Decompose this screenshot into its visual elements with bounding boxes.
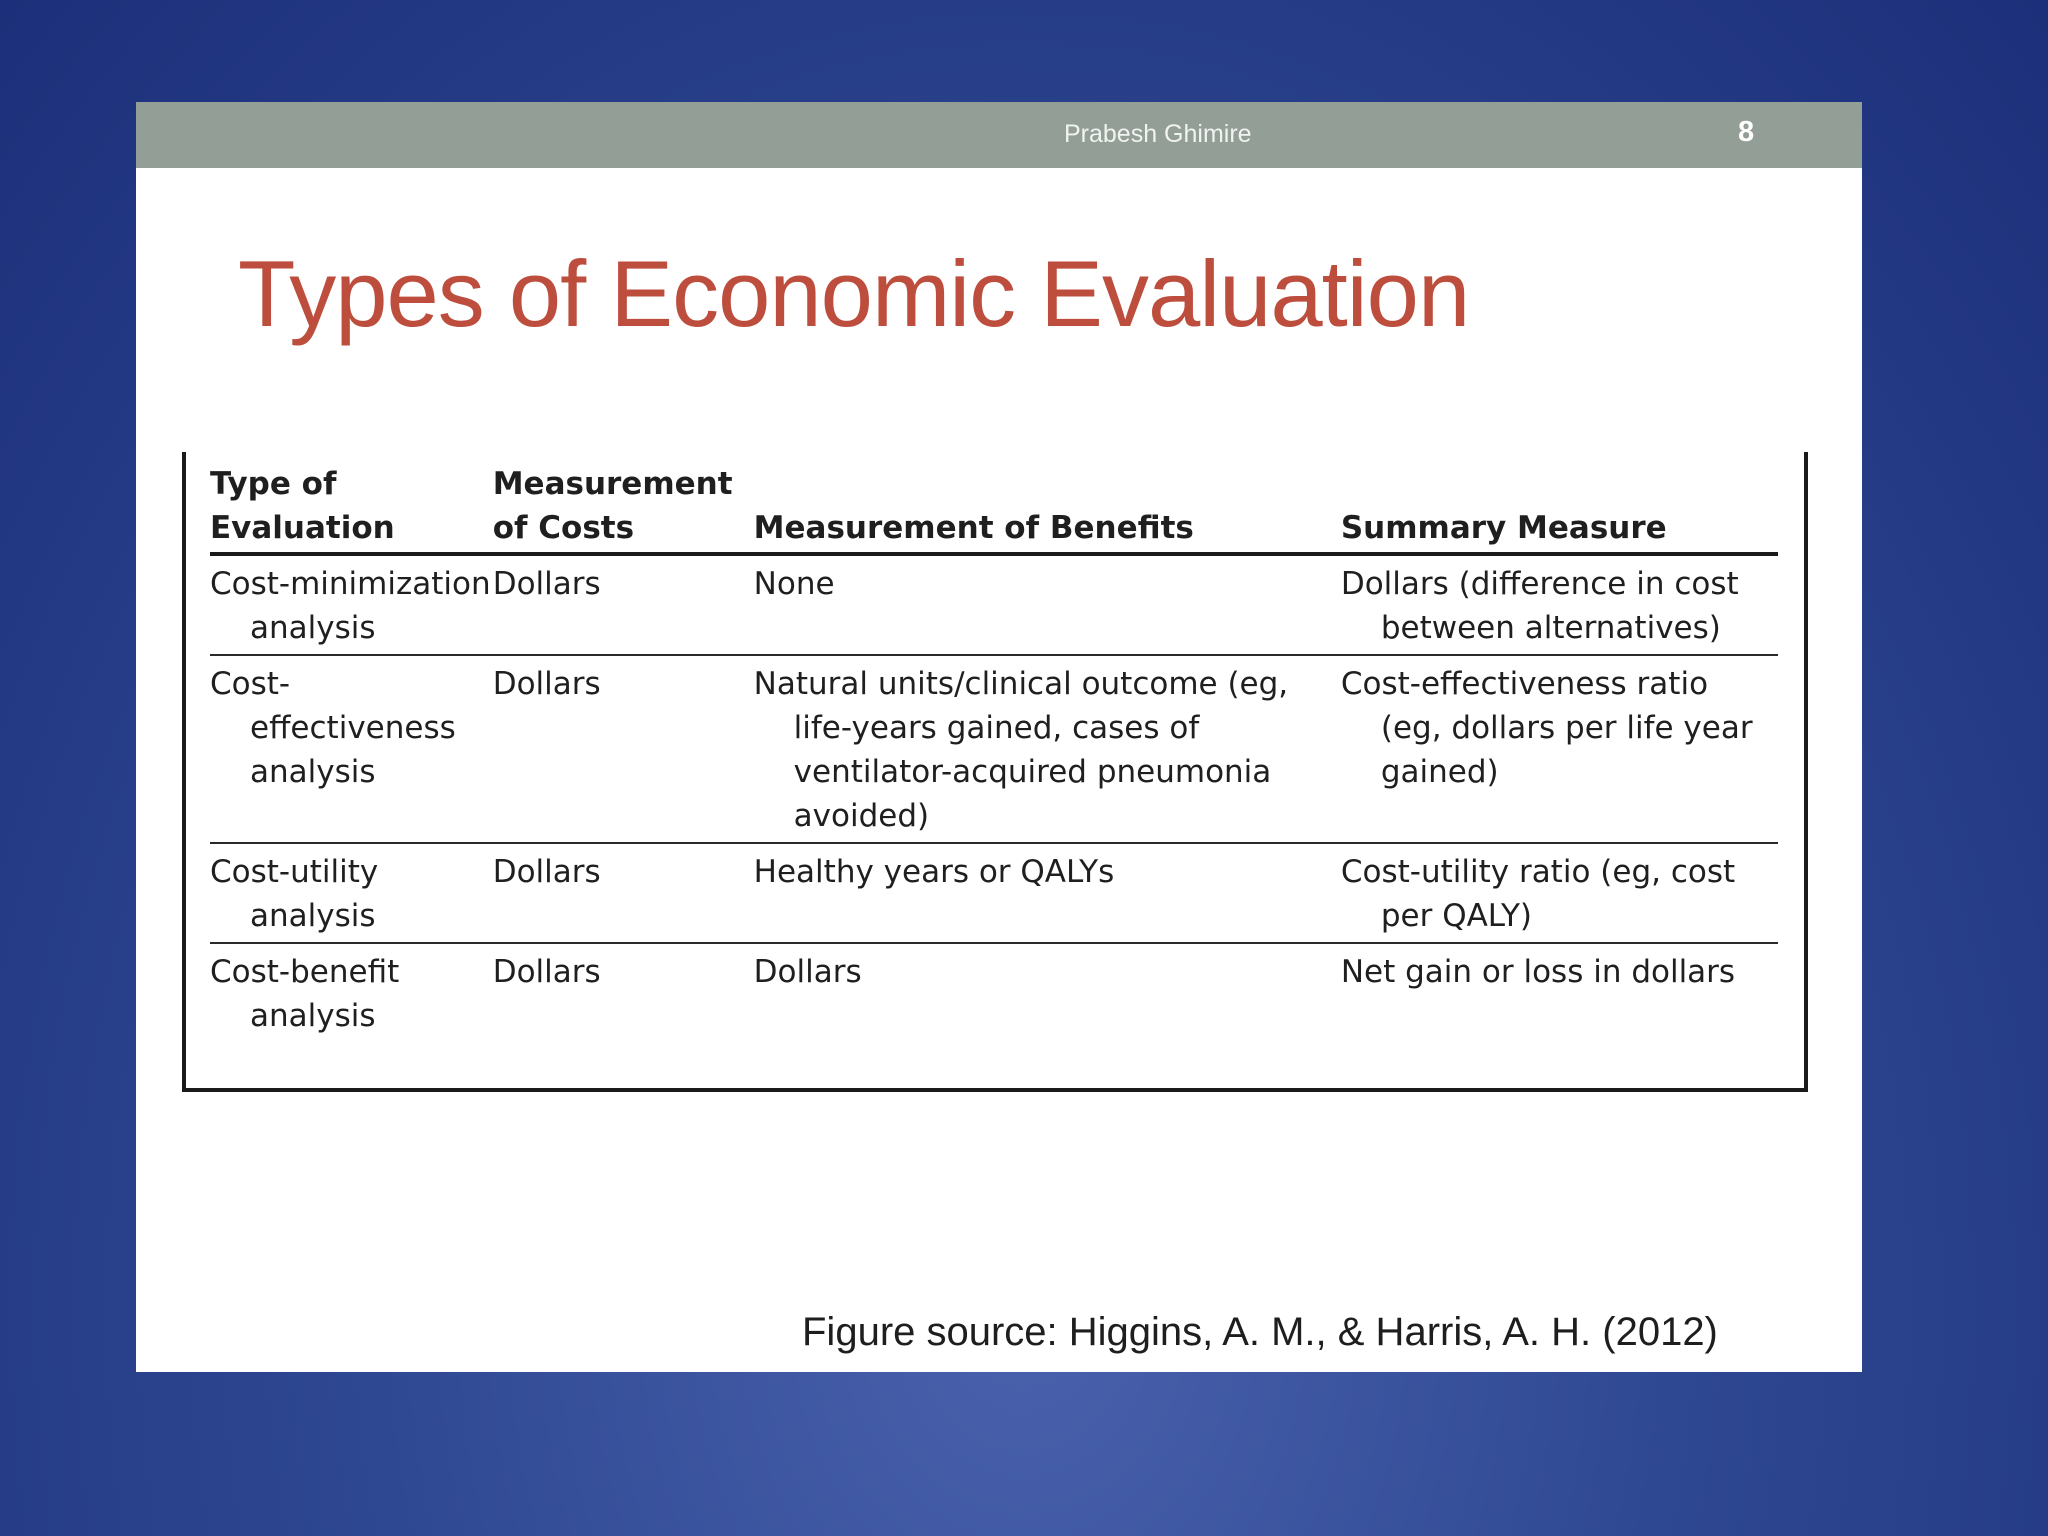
table-row	[210, 943, 1778, 1042]
author-name: Prabesh Ghimire	[1064, 120, 1252, 148]
cell-benefits: None	[754, 554, 1341, 655]
cell-costs: Dollars	[493, 554, 754, 655]
table-row	[210, 655, 1778, 843]
slide	[136, 102, 1862, 1372]
header-benefits: Measurement of Benefits	[754, 452, 1341, 554]
evaluation-table	[210, 452, 1778, 1042]
cell-type: Cost-effectiveness analysis	[210, 655, 493, 843]
page-number: 8	[1738, 116, 1755, 148]
cell-benefits: Healthy years or QALYs	[754, 843, 1341, 943]
cell-summary: Net gain or loss in dollars	[1340, 954, 1736, 990]
slide-title: Types of Economic Evaluation	[238, 241, 1470, 346]
header-summary: Summary Measure	[1341, 452, 1778, 554]
figure-source: Figure source: Higgins, A. M., & Harris, A. H. (2012)	[802, 1310, 1718, 1354]
table-header-row	[210, 452, 1778, 554]
cell-benefits: Natural units/clinical outcome (eg, life-years gained, cases of ventilator-acquired pneumonia avoided)	[754, 655, 1341, 843]
cell-type: Cost-benefit analysis	[210, 954, 400, 1034]
cell-costs: Dollars	[493, 655, 754, 843]
cell-type: Cost-minimization analysis	[210, 554, 493, 655]
cell-costs: Dollars	[493, 843, 754, 943]
header-type: Type of Evaluation	[210, 452, 493, 554]
cell-benefits: Dollars	[753, 954, 862, 990]
cell-type: Cost-utility analysis	[210, 843, 493, 943]
cell-summary: Cost-utility ratio (eg, cost per QALY)	[1341, 843, 1778, 943]
header-bar	[136, 102, 1862, 168]
header-costs: Measurement of Costs	[493, 452, 754, 554]
table-frame	[182, 452, 1808, 1092]
table-row	[210, 843, 1778, 943]
cell-summary: Cost-effectiveness ratio (eg, dollars per life year gained)	[1341, 655, 1778, 843]
cell-costs: Dollars	[492, 954, 601, 990]
table-row	[210, 554, 1778, 655]
cell-summary: Dollars (difference in cost between alternatives)	[1341, 554, 1778, 655]
